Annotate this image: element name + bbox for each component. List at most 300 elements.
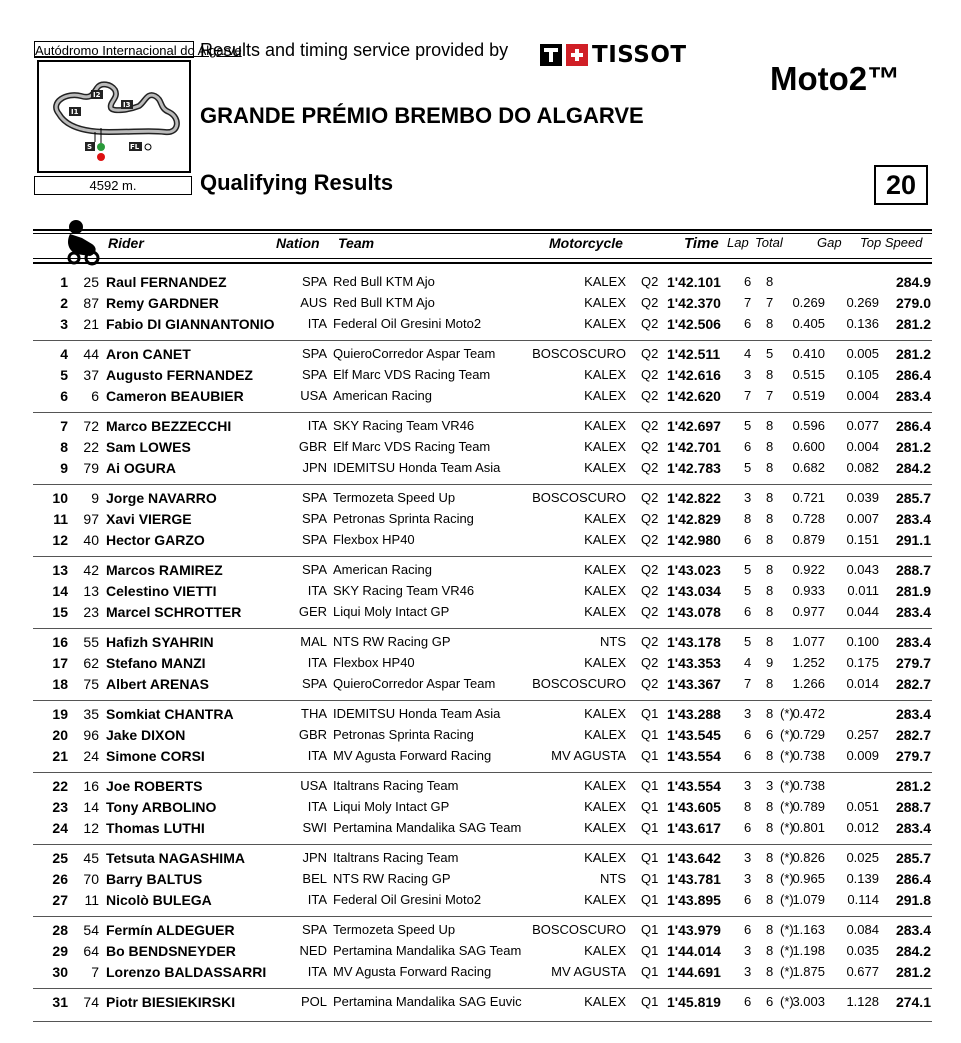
rider-number: 97 <box>83 511 99 527</box>
rider-name: Augusto FERNANDEZ <box>106 367 253 383</box>
rider-name: Jake DIXON <box>106 727 186 743</box>
lap-time: 1'42.370 <box>667 295 721 311</box>
session: Q2 <box>641 490 659 505</box>
tissot-wordmark: TISSOT <box>592 42 687 68</box>
gap-previous: 0.004 <box>846 388 879 403</box>
lap-time: 1'42.829 <box>667 511 721 527</box>
lap-time: 1'42.620 <box>667 388 721 404</box>
lap-number: 6 <box>744 922 752 937</box>
lap-time: 1'43.554 <box>667 748 721 764</box>
top-speed: 283.4 <box>895 604 931 620</box>
top-speed: 282.7 <box>895 727 931 743</box>
rider-number: 11 <box>84 892 99 908</box>
lap-time: 1'42.701 <box>667 439 721 455</box>
table-row <box>0 727 961 748</box>
top-speed: 285.7 <box>895 490 931 506</box>
top-speed: 284.2 <box>895 943 931 959</box>
session: Q1 <box>641 820 659 835</box>
gap-previous: 0.114 <box>847 892 879 907</box>
team-name: Red Bull KTM Ajo <box>333 274 435 289</box>
rider-name: Xavi VIERGE <box>106 511 192 527</box>
motorcycle: KALEX <box>584 850 626 865</box>
rider-number: 21 <box>83 316 99 332</box>
rider-number: 22 <box>83 439 99 455</box>
nation: POL <box>300 994 327 1009</box>
lap-number: 3 <box>744 850 752 865</box>
rider-number: 72 <box>83 418 99 434</box>
nation: SPA <box>301 346 327 361</box>
table-row <box>0 922 961 943</box>
session: Q1 <box>641 850 659 865</box>
session: Q2 <box>641 604 659 619</box>
total-laps: 6 <box>766 727 774 742</box>
column-header-lap: Lap <box>727 235 749 250</box>
motorcycle: KALEX <box>584 778 626 793</box>
group-separator <box>33 772 932 773</box>
session: Q1 <box>641 727 659 742</box>
gap-previous: 0.105 <box>846 367 879 382</box>
lap-number: 3 <box>744 964 752 979</box>
nation: SWI <box>302 820 327 835</box>
position: 26 <box>52 871 68 887</box>
top-speed: 283.4 <box>895 634 931 650</box>
rider-number: 44 <box>83 346 99 362</box>
session: Q2 <box>641 274 659 289</box>
nation: ITA <box>307 964 327 979</box>
lap-number: 4 <box>744 346 752 361</box>
rider-name: Raul FERNANDEZ <box>106 274 227 290</box>
session: Q2 <box>641 460 659 475</box>
rider-name: Fermín ALDEGUER <box>106 922 235 938</box>
lap-time: 1'43.617 <box>667 820 721 836</box>
session: Q2 <box>641 295 659 310</box>
top-speed: 283.4 <box>895 922 931 938</box>
position: 27 <box>52 892 68 908</box>
table-row <box>0 418 961 439</box>
position: 13 <box>52 562 68 578</box>
rider-name: Sam LOWES <box>106 439 191 455</box>
header-rule <box>33 229 932 231</box>
gap-previous: 0.007 <box>846 511 879 526</box>
motorcycle: NTS <box>600 871 626 886</box>
gap-previous: 0.011 <box>847 583 879 598</box>
lap-time: 1'42.101 <box>667 274 721 290</box>
rider-number: 13 <box>83 583 99 599</box>
total-laps: 9 <box>766 655 774 670</box>
qualifier-mark: (*) <box>780 943 794 958</box>
gap-first: 0.472 <box>792 706 825 721</box>
group-separator <box>33 1021 932 1022</box>
lap-number: 7 <box>744 676 752 691</box>
rider-name: Hector GARZO <box>106 532 205 548</box>
session: Q1 <box>641 706 659 721</box>
team-name: NTS RW Racing GP <box>333 634 451 649</box>
nation: GER <box>298 604 327 619</box>
team-name: Petronas Sprinta Racing <box>333 727 474 742</box>
table-row <box>0 346 961 367</box>
gap-previous: 0.025 <box>846 850 879 865</box>
gap-previous: 0.269 <box>846 295 879 310</box>
team-name: Liqui Moly Intact GP <box>333 799 450 814</box>
rider-name: Nicolò BULEGA <box>106 892 212 908</box>
gap-first: 0.729 <box>792 727 825 742</box>
rider-name: Somkiat CHANTRA <box>106 706 234 722</box>
tissot-logo <box>540 42 687 68</box>
session: Q2 <box>641 634 659 649</box>
nation: SPA <box>301 532 327 547</box>
nation: SPA <box>301 562 327 577</box>
motorcycle: KALEX <box>584 388 626 403</box>
gap-previous: 0.082 <box>846 460 879 475</box>
gap-first: 0.405 <box>792 316 825 331</box>
motorcycle-rider-icon <box>62 218 104 271</box>
event-title: GRANDE PRÉMIO BREMBO DO ALGARVE <box>200 103 644 128</box>
top-speed: 281.2 <box>895 439 931 455</box>
gap-previous: 0.012 <box>846 820 879 835</box>
top-speed: 283.4 <box>895 388 931 404</box>
total-laps: 8 <box>766 706 774 721</box>
team-name: IDEMITSU Honda Team Asia <box>333 460 501 475</box>
table-row <box>0 604 961 625</box>
rider-number: 64 <box>83 943 99 959</box>
motorcycle: KALEX <box>584 820 626 835</box>
gap-first: 0.596 <box>792 418 825 433</box>
rider-name: Simone CORSI <box>106 748 205 764</box>
position: 25 <box>52 850 68 866</box>
gap-previous: 0.051 <box>846 799 879 814</box>
rider-number: 6 <box>91 388 99 404</box>
qualifier-mark: (*) <box>780 850 794 865</box>
lap-number: 5 <box>744 634 752 649</box>
lap-time: 1'43.034 <box>667 583 721 599</box>
motorcycle: KALEX <box>584 274 626 289</box>
total-laps: 8 <box>766 439 774 454</box>
table-row <box>0 778 961 799</box>
lap-number: 6 <box>744 439 752 454</box>
table-row <box>0 943 961 964</box>
lap-number: 4 <box>744 655 752 670</box>
track-layout-icon <box>39 62 189 171</box>
lap-number: 8 <box>744 799 752 814</box>
total-laps: 3 <box>766 778 774 793</box>
rider-number: 54 <box>83 922 99 938</box>
circuit-name[interactable]: Autódromo Internacional do Algarve <box>35 43 242 58</box>
team-name: Pertamina Mandalika SAG Euvic <box>333 994 522 1009</box>
gap-previous: 0.014 <box>846 676 879 691</box>
lap-time: 1'43.178 <box>667 634 721 650</box>
gap-previous: 0.077 <box>846 418 879 433</box>
motorcycle: KALEX <box>584 943 626 958</box>
lap-number: 3 <box>744 367 752 382</box>
motorcycle: BOSCOSCURO <box>532 922 626 937</box>
position: 22 <box>52 778 68 794</box>
team-name: Flexbox HP40 <box>333 532 415 547</box>
motorcycle: KALEX <box>584 460 626 475</box>
nation: NED <box>299 943 327 958</box>
rider-number: 79 <box>83 460 99 476</box>
rider-number: 87 <box>83 295 99 311</box>
position: 20 <box>52 727 68 743</box>
position: 30 <box>52 964 68 980</box>
motorcycle: BOSCOSCURO <box>532 346 626 361</box>
column-header-rider: Rider <box>108 235 144 251</box>
lap-time: 1'43.023 <box>667 562 721 578</box>
class-name: Moto2™ <box>770 60 901 97</box>
rider-number: 62 <box>83 655 99 671</box>
motorcycle: KALEX <box>584 655 626 670</box>
gap-first: 0.738 <box>792 748 825 763</box>
total-laps: 8 <box>766 850 774 865</box>
nation: SPA <box>301 511 327 526</box>
rider-name: Barry BALTUS <box>106 871 203 887</box>
rider-number: 25 <box>83 274 99 290</box>
rider-number: 96 <box>83 727 99 743</box>
motorcycle: KALEX <box>584 562 626 577</box>
total-laps: 8 <box>766 367 774 382</box>
nation: SPA <box>301 676 327 691</box>
lap-time: 1'44.691 <box>667 964 721 980</box>
motorcycle: MV AGUSTA <box>551 964 626 979</box>
gap-first: 0.515 <box>792 367 825 382</box>
map-label-start: S <box>87 143 93 151</box>
lap-time: 1'43.353 <box>667 655 721 671</box>
qualifier-mark: (*) <box>780 871 794 886</box>
table-row <box>0 367 961 388</box>
total-laps: 8 <box>766 820 774 835</box>
table-row <box>0 439 961 460</box>
rider-name: Aron CANET <box>106 346 191 362</box>
position: 6 <box>60 388 68 404</box>
motorcycle: KALEX <box>584 892 626 907</box>
total-laps: 8 <box>766 418 774 433</box>
position: 11 <box>53 511 68 527</box>
rider-number: 45 <box>83 850 99 866</box>
gap-first: 1.252 <box>792 655 825 670</box>
group-separator <box>33 700 932 701</box>
map-label-i3: I3 <box>123 101 131 109</box>
top-speed: 281.2 <box>895 316 931 332</box>
qualifier-mark: (*) <box>780 727 794 742</box>
motorcycle: KALEX <box>584 994 626 1009</box>
qualifier-mark: (*) <box>780 778 794 793</box>
top-speed: 284.2 <box>895 460 931 476</box>
top-speed: 279.0 <box>895 295 931 311</box>
position: 19 <box>52 706 68 722</box>
rider-name: Albert ARENAS <box>106 676 209 692</box>
total-laps: 8 <box>766 511 774 526</box>
table-row <box>0 706 961 727</box>
nation: GBR <box>298 439 327 454</box>
group-separator <box>33 556 932 557</box>
nation: SPA <box>301 367 327 382</box>
qualifier-mark: (*) <box>780 748 794 763</box>
lap-time: 1'43.288 <box>667 706 721 722</box>
position: 8 <box>60 439 68 455</box>
motorcycle: KALEX <box>584 367 626 382</box>
rider-name: Hafizh SYAHRIN <box>106 634 214 650</box>
swiss-cross-icon <box>566 44 588 66</box>
qualifier-mark: (*) <box>780 892 794 907</box>
session: Q1 <box>641 871 659 886</box>
circuit-map <box>37 60 191 173</box>
top-speed: 283.4 <box>895 820 931 836</box>
table-row <box>0 460 961 481</box>
gap-previous: 0.039 <box>846 490 879 505</box>
gap-first: 1.198 <box>792 943 825 958</box>
gap-previous: 0.044 <box>846 604 879 619</box>
nation: SPA <box>301 274 327 289</box>
gap-first: 1.163 <box>792 922 825 937</box>
rider-number: 74 <box>83 994 99 1010</box>
position: 10 <box>52 490 68 506</box>
nation: SPA <box>301 922 327 937</box>
rider-name: Tony ARBOLINO <box>106 799 217 815</box>
top-speed: 281.2 <box>895 964 931 980</box>
top-speed: 284.9 <box>895 274 931 290</box>
rider-number: 75 <box>83 676 99 692</box>
group-separator <box>33 340 932 341</box>
table-row <box>0 316 961 337</box>
position: 16 <box>52 634 68 650</box>
team-name: Federal Oil Gresini Moto2 <box>333 316 482 331</box>
nation: BEL <box>302 871 327 886</box>
session: Q2 <box>641 511 659 526</box>
total-laps: 8 <box>766 748 774 763</box>
gap-first: 1.875 <box>792 964 825 979</box>
gap-first: 0.269 <box>792 295 825 310</box>
gap-previous: 0.151 <box>846 532 879 547</box>
lap-number: 6 <box>744 820 752 835</box>
lap-number: 8 <box>744 511 752 526</box>
lap-time: 1'42.783 <box>667 460 721 476</box>
map-label-i1: I1 <box>71 108 79 116</box>
team-name: Italtrans Racing Team <box>333 850 459 865</box>
position: 31 <box>52 994 68 1010</box>
lap-time: 1'43.979 <box>667 922 721 938</box>
group-separator <box>33 628 932 629</box>
gap-first: 0.410 <box>792 346 825 361</box>
gap-first: 0.965 <box>792 871 825 886</box>
column-header-team: Team <box>338 235 375 251</box>
rider-name: Lorenzo BALDASSARRI <box>106 964 267 980</box>
top-speed: 286.4 <box>895 367 931 383</box>
session: Q1 <box>641 943 659 958</box>
rider-number: 55 <box>83 634 99 650</box>
session: Q2 <box>641 418 659 433</box>
session: Q2 <box>641 583 659 598</box>
motorcycle: BOSCOSCURO <box>532 490 626 505</box>
motorcycle: BOSCOSCURO <box>532 676 626 691</box>
top-speed: 283.4 <box>895 706 931 722</box>
position: 28 <box>52 922 68 938</box>
nation: USA <box>300 778 327 793</box>
total-laps: 6 <box>766 994 774 1009</box>
lap-time: 1'43.078 <box>667 604 721 620</box>
rider-number: 35 <box>83 706 99 722</box>
team-name: Termozeta Speed Up <box>333 490 456 505</box>
nation: ITA <box>307 892 327 907</box>
top-speed: 283.4 <box>895 511 931 527</box>
top-speed: 288.7 <box>895 799 931 815</box>
total-laps: 8 <box>766 943 774 958</box>
rider-name: Marcos RAMIREZ <box>106 562 223 578</box>
top-speed: 286.4 <box>895 418 931 434</box>
gap-first: 0.801 <box>792 820 825 835</box>
motorcycle: KALEX <box>584 439 626 454</box>
rider-name: Marco BEZZECCHI <box>106 418 232 434</box>
rider-name: Ai OGURA <box>106 460 176 476</box>
header-rule <box>33 233 932 234</box>
team-name: Red Bull KTM Ajo <box>333 295 435 310</box>
position: 2 <box>60 295 68 311</box>
tissot-t-icon <box>540 44 562 66</box>
lap-time: 1'42.822 <box>667 490 721 506</box>
rider-number: 23 <box>83 604 99 620</box>
table-row <box>0 583 961 604</box>
table-row <box>0 799 961 820</box>
rider-number: 24 <box>83 748 99 764</box>
total-laps: 8 <box>766 799 774 814</box>
lap-number: 6 <box>744 532 752 547</box>
table-row <box>0 964 961 985</box>
rider-number: 37 <box>83 367 99 383</box>
lap-number: 3 <box>744 490 752 505</box>
total-laps: 7 <box>766 295 774 310</box>
lap-time: 1'43.781 <box>667 871 721 887</box>
gap-previous: 0.100 <box>846 634 879 649</box>
group-separator <box>33 988 932 989</box>
table-row <box>0 655 961 676</box>
team-name: IDEMITSU Honda Team Asia <box>333 706 501 721</box>
lap-time: 1'44.014 <box>667 943 721 959</box>
rider-number: 70 <box>83 871 99 887</box>
top-speed: 285.7 <box>895 850 931 866</box>
group-separator <box>33 484 932 485</box>
top-speed: 281.2 <box>895 778 931 794</box>
qualifier-mark: (*) <box>780 799 794 814</box>
nation: THA <box>301 706 327 721</box>
qualifier-mark: (*) <box>780 706 794 721</box>
group-separator <box>33 844 932 845</box>
page-number: 20 <box>874 165 928 205</box>
team-name: Italtrans Racing Team <box>333 778 459 793</box>
top-speed: 279.7 <box>895 748 931 764</box>
map-label-i2: I2 <box>93 91 101 99</box>
qualifier-mark: (*) <box>780 820 794 835</box>
nation: MAL <box>300 634 327 649</box>
team-name: SKY Racing Team VR46 <box>333 583 475 598</box>
gap-first: 1.077 <box>792 634 825 649</box>
nation: GBR <box>298 727 327 742</box>
rider-number: 42 <box>83 562 99 578</box>
qualifier-mark: (*) <box>780 994 794 1009</box>
total-laps: 8 <box>766 871 774 886</box>
gap-previous: 1.128 <box>846 994 879 1009</box>
lap-time: 1'43.554 <box>667 778 721 794</box>
team-name: NTS RW Racing GP <box>333 871 451 886</box>
position: 7 <box>60 418 68 434</box>
nation: USA <box>300 388 327 403</box>
rider-name: Jorge NAVARRO <box>106 490 217 506</box>
position: 1 <box>60 274 68 290</box>
gap-first: 1.266 <box>792 676 825 691</box>
session: Q2 <box>641 676 659 691</box>
table-row <box>0 871 961 892</box>
session: Q1 <box>641 778 659 793</box>
gap-previous: 0.084 <box>846 922 879 937</box>
nation: SPA <box>301 490 327 505</box>
table-row <box>0 634 961 655</box>
